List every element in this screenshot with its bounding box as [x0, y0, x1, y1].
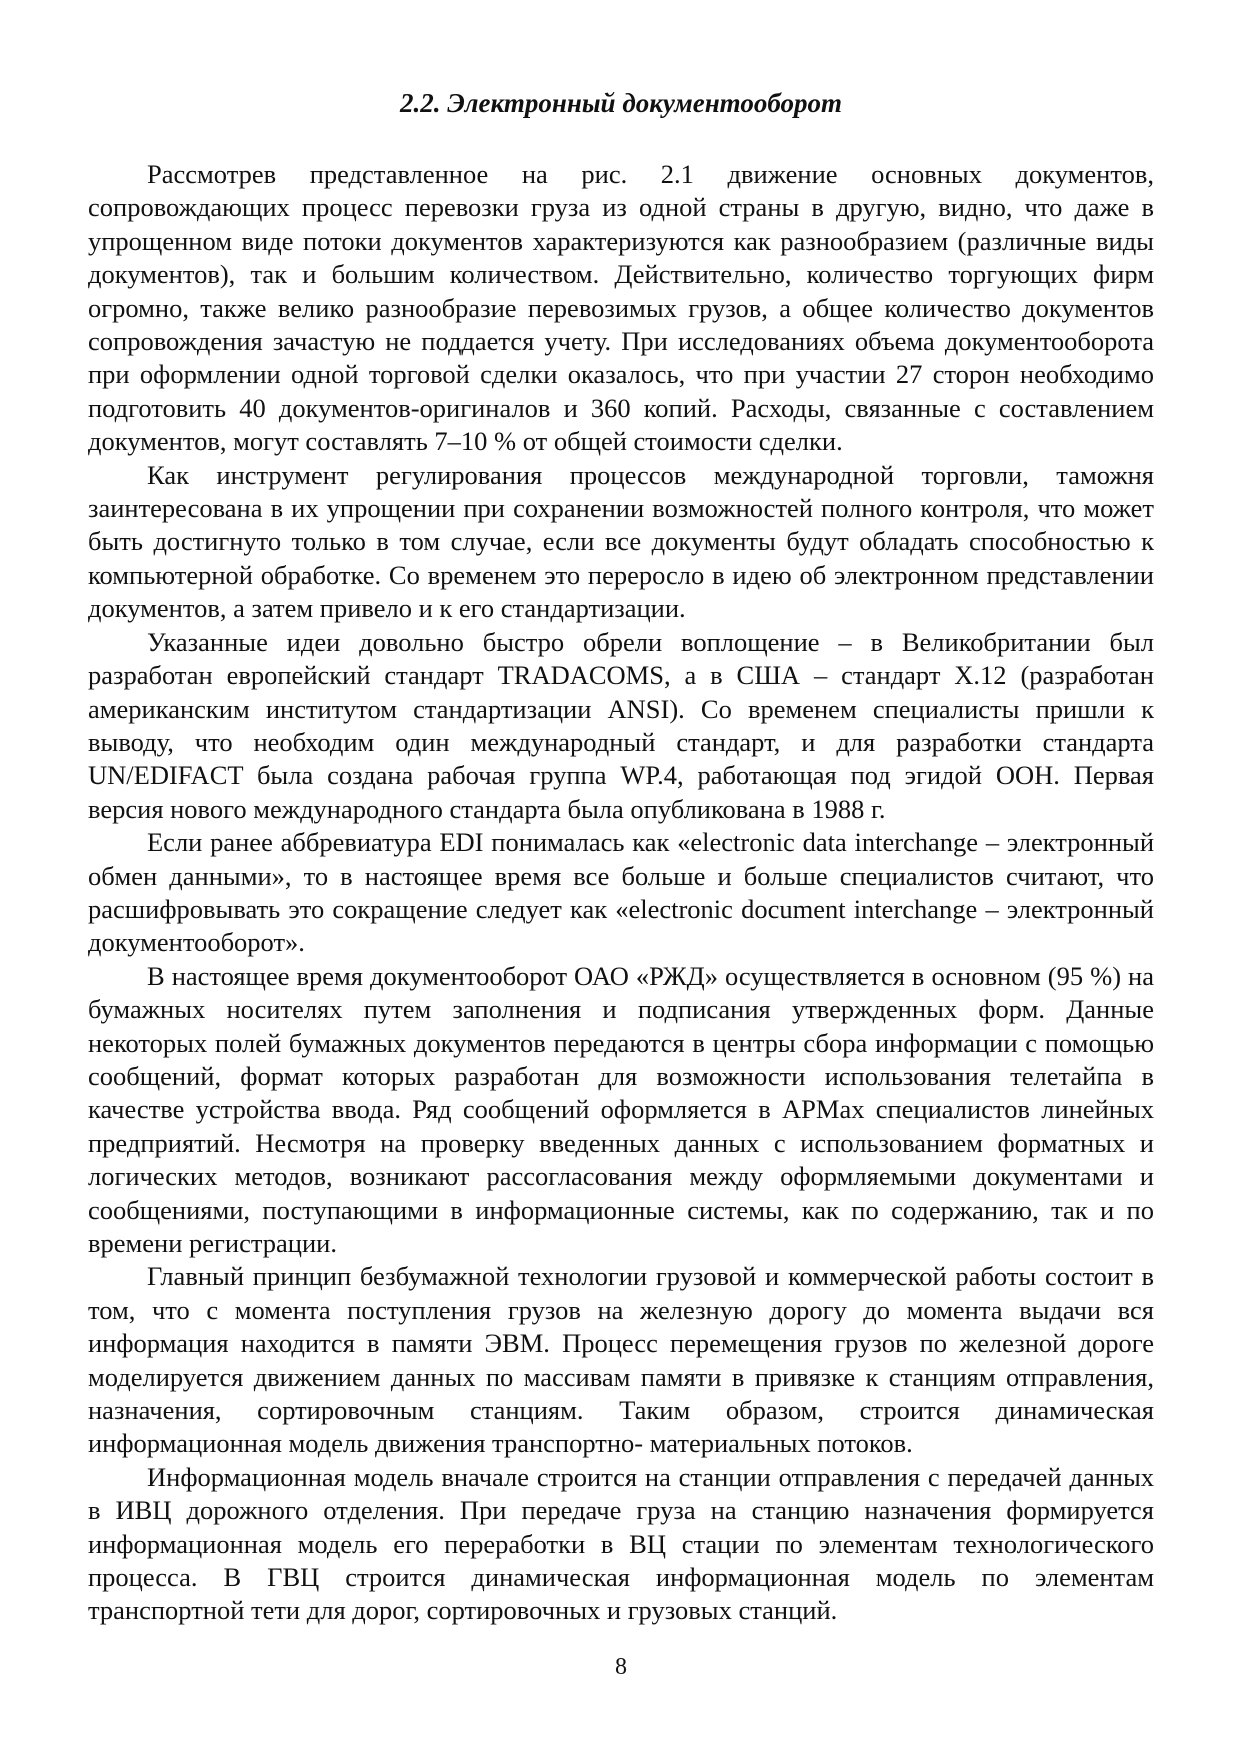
page-number: 8 — [615, 1654, 627, 1680]
paragraph-4: Если ранее аббревиатура EDI понималась как «electronic data interchange – электронный обмен данными», то в настоящее время все больше и больше специалистов считают, что расшифровывать это сокращение следует как «electronic document interchange – электронный документооборот». — [88, 827, 1154, 958]
paragraph-3: Указанные идеи довольно быстро обрели воплощение – в Великобритании был разработан европейский стандарт TRADACOMS, а в США – стандарт X.12 (разработан американским институтом стандартизации ANSI). Со временем специалисты пришли к выводу, что необходим один международный стандарт, и для разработки стандарта UN/EDIFACT была создана рабочая группа WP.4, работающая под эгидой ООН. Первая версия нового международного стандарта была опубликована в 1988 г. — [88, 626, 1154, 824]
body-text — [88, 158, 1154, 1628]
paragraph-2: Как инструмент регулирования процессов международной торговли, таможня заинтересована в их упрощении при сохранении возможностей полного контроля, что может быть достигнуто только в том случае, если все документы будут обладать способностью к компьютерной обработке. Со временем это переросло в идею об электронном представлении документов, а затем привело и к его стандартизации. — [88, 459, 1154, 624]
paragraph-5: В настоящее время документооборот ОАО «РЖД» осуществляется в основном (95 %) на бумажных носителях путем заполнения и подписания утвержденных форм. Данные некоторых полей бумажных документов передаются в центры сбора информации с помощью сообщений, формат которых разработан для возможности использования телетайпа в качестве устройства ввода. Ряд сообщений оформляется в АРМах специалистов линейных предприятий. Несмотря на проверку введенных данных с использованием форматных и логических методов, возникают рассогласования между оформляемыми документами и сообщениями, поступающими в информационные системы, как по содержанию, так и по времени регистрации. — [88, 960, 1154, 1258]
paragraph-7: Информационная модель вначале строится на станции отправления с передачей данных в ИВЦ дорожного отделения. При передаче груза на станцию назначения формируется информационная модель его переработки в ВЦ стации по элементам технологического процесса. В ГВЦ строится динамическая информационная модель по элементам транспортной тети для дорог, сортировочных и грузовых станций. — [88, 1461, 1154, 1626]
section-title: 2.2. Электронный документооборот — [400, 88, 842, 118]
document-page — [88, 0, 1154, 1755]
paragraph-1: Рассмотрев представленное на рис. 2.1 движение основных документов, сопровождающих процесс перевозки груза из одной страны в другую, видно, что даже в упрощенном виде потоки документов характеризуются как разнообразием (различные виды документов), так и большим количеством. Действительно, количество торгующих фирм огромно, также велико разнообразие перевозимых грузов, а общее количество документов сопровождения зачастую не поддается учету. При исследованиях объема документооборота при оформлении одной торговой сделки оказалось, что при участии 27 сторон необходимо подготовить 40 документов-оригиналов и 360 копий. Расходы, связанные с составлением документов, могут составлять 7–10 % от общей стоимости сделки. — [88, 159, 1154, 457]
paragraph-6: Главный принцип безбумажной технологии грузовой и коммерческой работы состоит в том, что с момента поступления грузов на железную дорогу до момента выдачи вся информация находится в памяти ЭВМ. Процесс перемещения грузов по железной дороге моделируется движением данных по массивам памяти в привязке к станциям отправления, назначения, сортировочным станциям. Таким образом, строится динамическая информационная модель движения транспортно- материальных потоков. — [88, 1261, 1154, 1459]
